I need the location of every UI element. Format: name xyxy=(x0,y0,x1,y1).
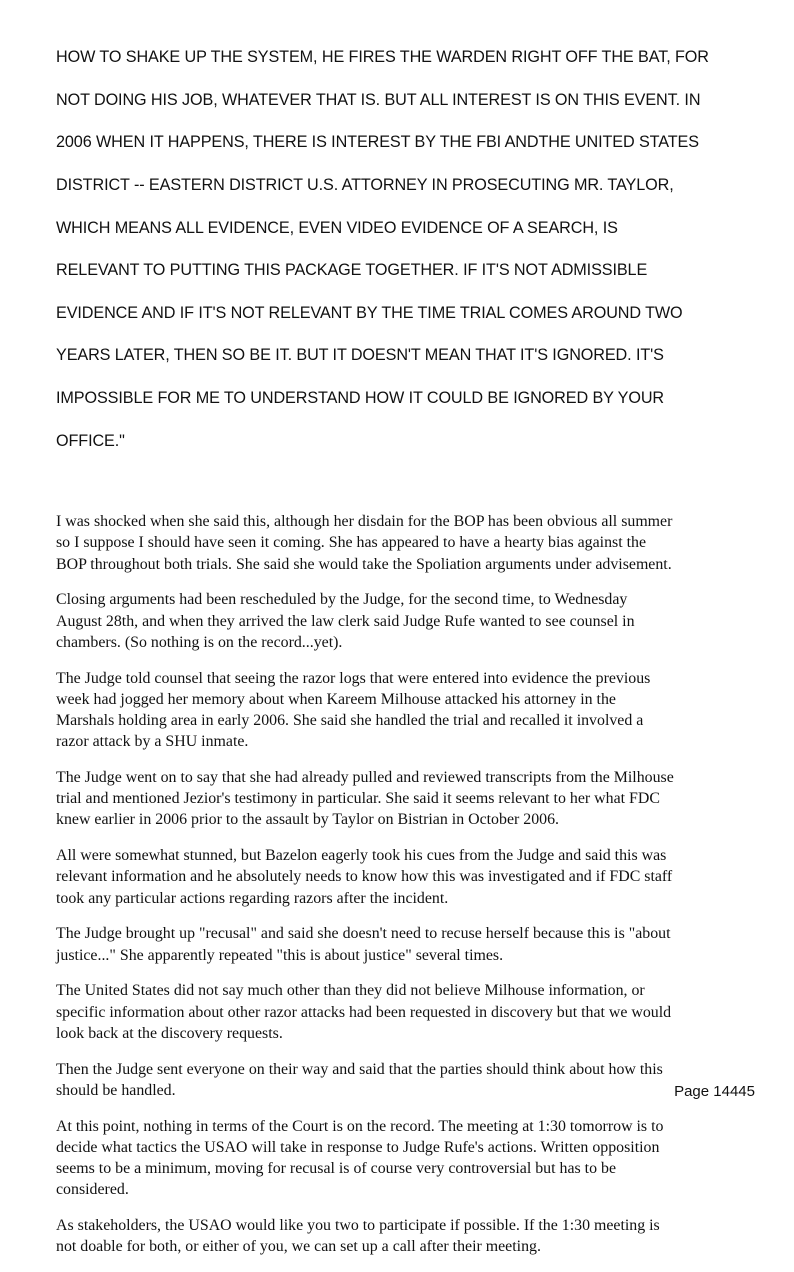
quote-line: 2006 WHEN IT HAPPENS, THERE IS INTEREST BY THE FBI ANDTHE UNITED STATES xyxy=(56,133,699,152)
paragraph-dismissed: Then the Judge sent everyone on their way and said that the parties should think about how this should be handled. xyxy=(56,1060,663,1099)
paragraph-meeting-tactics: At this point, nothing in terms of the Court is on the record. The meeting at 1:30 tomorrow is to decide what tactics the USAO will take in response to Judge Rufe's actions. Written opposition seems to be a minimum, moving for recusal is of course very controversial but has to be considered. xyxy=(56,1117,664,1199)
quote-line: OFFICE." xyxy=(56,431,125,450)
paragraph-closing-arguments: Closing arguments had been rescheduled by the Judge, for the second time, to Wednesday August 28th, and when they arrived the law clerk said Judge Rufe wanted to see counsel in chambers. (So nothing is on the record...yet). xyxy=(56,591,635,651)
paragraph-shocked: I was shocked when she said this, although her disdain for the BOP has been obvious all summer so I suppose I should have seen it coming. She has appeared to have a hearty bias against the BOP throughout both trials. She said she would take the Spoliation arguments under advisement. xyxy=(56,513,673,573)
quote-line: DISTRICT -- EASTERN DISTRICT U.S. ATTORNEY IN PROSECUTING MR. TAYLOR, xyxy=(56,176,674,195)
quote-line: NOT DOING HIS JOB, WHATEVER THAT IS. BUT ALL INTEREST IS ON THIS EVENT. IN xyxy=(56,90,701,109)
paragraph-united-states: The United States did not say much other than they did not believe Milhouse information, or specific information about other razor attacks had been requested in discovery but that we would look back at the discovery requests. xyxy=(56,982,672,1042)
paragraph-milhouse-transcripts: The Judge went on to say that she had already pulled and reviewed transcripts from the Milhouse trial and mentioned Jezior's testimony in particular. She said it seems relevant to her what FDC knew earlier in 2006 prior to the assault by Taylor on Bistrian in October 2006. xyxy=(56,769,674,829)
quote-line: RELEVANT TO PUTTING THIS PACKAGE TOGETHER. IF IT'S NOT ADMISSIBLE xyxy=(56,261,648,280)
paragraph-razor-logs: The Judge told counsel that seeing the razor logs that were entered into evidence the previous week had jogged her memory about when Kareem Milhouse attacked his attorney in the Marshals holding area in early 2006. She said she handled the trial and recalled it involved a razor attack by a SHU inmate. xyxy=(56,669,651,751)
document-page xyxy=(56,26,756,1272)
paragraph-recusal: The Judge brought up "recusal" and said she doesn't need to recuse herself because this is "about justice..." She apparently repeated "this is about justice" several times. xyxy=(56,925,671,964)
quote-line: WHICH MEANS ALL EVIDENCE, EVEN VIDEO EVIDENCE OF A SEARCH, IS xyxy=(56,218,618,237)
paragraph-bazelon: All were somewhat stunned, but Bazelon eagerly took his cues from the Judge and said this was relevant information and he absolutely needs to know how this was investigated and if FDC staff took any particular actions regarding razors after the incident. xyxy=(56,847,673,907)
paragraph-stakeholders: As stakeholders, the USAO would like you two to participate if possible. If the 1:30 meeting is not doable for both, or either of you, we can set up a call after their meeting. xyxy=(56,1217,660,1256)
quote-line: IMPOSSIBLE FOR ME TO UNDERSTAND HOW IT COULD BE IGNORED BY YOUR xyxy=(56,389,665,408)
page-number: Page 14445 xyxy=(674,1083,755,1100)
quoted-transcript-block xyxy=(56,26,756,473)
quote-line: YEARS LATER, THEN SO BE IT. BUT IT DOESN'T MEAN THAT IT'S IGNORED. IT'S xyxy=(56,346,664,365)
quote-line: EVIDENCE AND IF IT'S NOT RELEVANT BY THE TIME TRIAL COMES AROUND TWO xyxy=(56,303,683,322)
quote-line: HOW TO SHAKE UP THE SYSTEM, HE FIRES THE WARDEN RIGHT OFF THE BAT, FOR xyxy=(56,48,709,67)
